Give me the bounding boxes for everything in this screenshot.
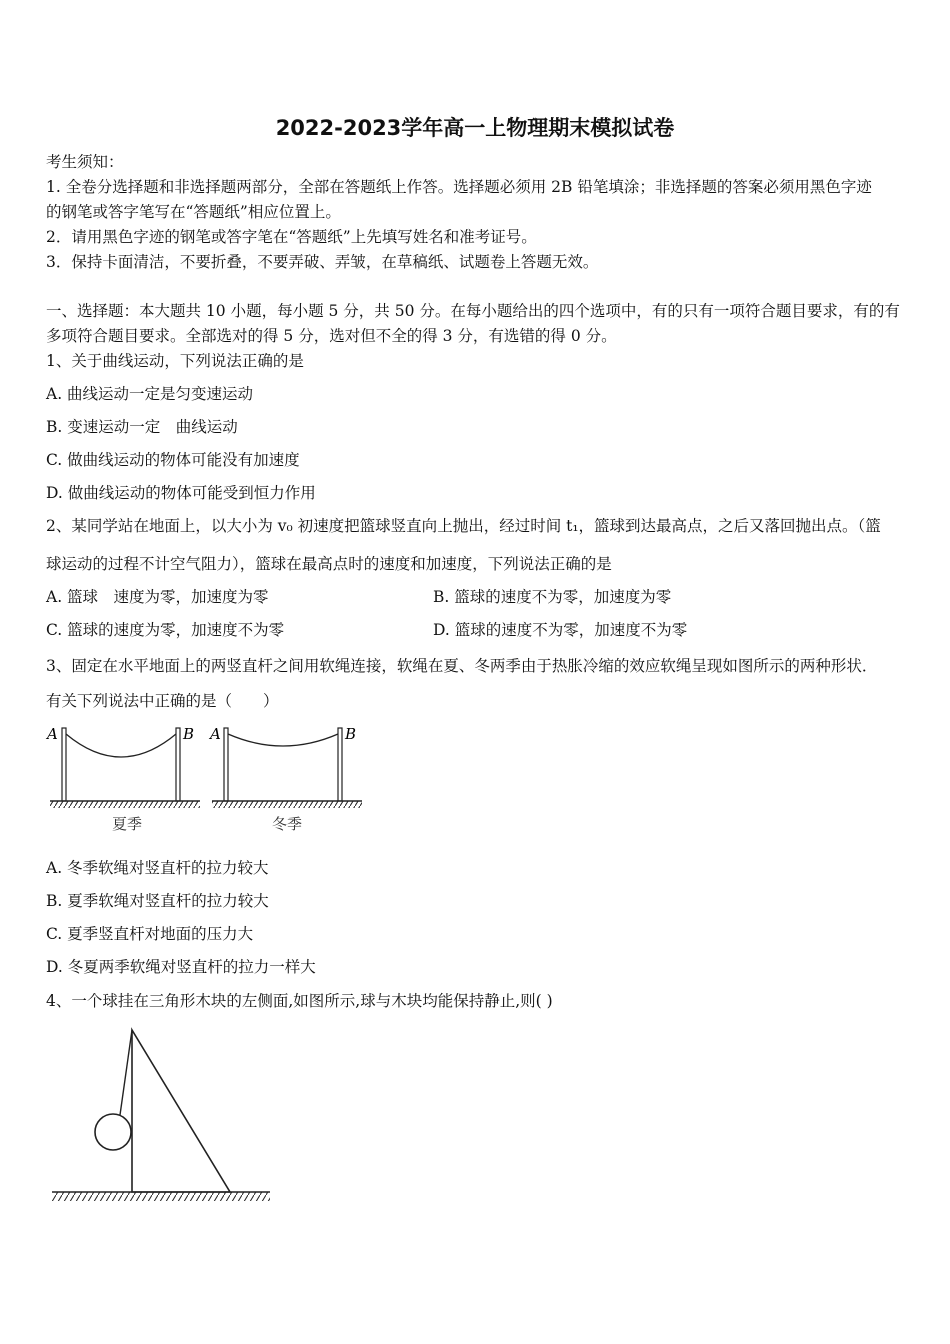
q3-stem: 有关下列说法中正确的是（ ） [46, 692, 279, 710]
label-b: B [183, 725, 195, 743]
pole-a [62, 728, 66, 801]
q1-option-c: C. 做曲线运动的物体可能没有加速度 [46, 451, 300, 469]
q3-stem: 3、固定在水平地面上的两竖直杆之间用软绳连接，软绳在夏、冬两季由于热胀冷缩的效应软绳呈现如图所示的两种形状． [46, 657, 878, 675]
label-a: A [210, 725, 221, 743]
caption-summer: 夏季 [112, 815, 143, 833]
q2-option-b: B. 篮球的速度不为零，加速度为零 [433, 588, 672, 606]
section-instructions: 一、选择题：本大题共 10 小题，每小题 5 分，共 50 分。在每小题给出的四个选项中，有的只有一项符合题目要求，有的有 [46, 302, 900, 320]
q3-option-c: C. 夏季竖直杆对地面的压力大 [46, 925, 254, 943]
notice-item: 1. 全卷分选择题和非选择题两部分，全部在答题纸上作答。选择题必须用 2B 铅笔填涂；非选择题的答案必须用黑色字迹 [46, 178, 872, 196]
q2-stem: 球运动的过程不计空气阻力），篮球在最高点时的速度和加速度，下列说法正确的是 [46, 555, 612, 573]
q3-option-b: B. 夏季软绳对竖直杆的拉力较大 [46, 892, 269, 910]
q4-figure [50, 1025, 275, 1205]
q1-option-b: B. 变速运动一定 曲线运动 [46, 418, 238, 436]
notice-item: 2．请用黑色字迹的钢笔或答字笔在“答题纸”上先填写姓名和准考证号。 [46, 228, 537, 246]
rope-winter [228, 734, 338, 746]
q1-stem: 1、关于曲线运动，下列说法正确的是 [46, 352, 304, 370]
ground-hatch [52, 1192, 270, 1201]
ground-hatch [50, 801, 200, 808]
rope-summer [66, 734, 176, 757]
winter-diagram [208, 725, 362, 833]
caption-winter: 冬季 [272, 815, 303, 833]
label-b: B [345, 725, 357, 743]
q3-figure [40, 718, 370, 840]
q2-option-a: A. 篮球 速度为零，加速度为零 [46, 588, 269, 606]
triangle-block [132, 1030, 230, 1192]
q2-stem: 2、某同学站在地面上，以大小为 v₀ 初速度把篮球竖直向上抛出，经过时间 t₁，篮球到达最高点，之后又落回抛出点。（篮 [46, 517, 881, 535]
q2-option-d: D. 篮球的速度不为零，加速度不为零 [433, 621, 688, 639]
page-title: 2022-2023学年高一上物理期末模拟试卷 [275, 116, 675, 140]
q2-option-c: C. 篮球的速度为零，加速度不为零 [46, 621, 285, 639]
notice-heading: 考生须知： [46, 153, 124, 171]
q3-option-a: A. 冬季软绳对竖直杆的拉力较大 [46, 859, 269, 877]
summer-diagram [45, 725, 200, 833]
ball [95, 1114, 131, 1150]
section-instructions: 多项符合题目要求。全部选对的得 5 分，选对但不全的得 3 分，有选错的得 0 分。 [46, 327, 617, 345]
q1-option-d: D. 做曲线运动的物体可能受到恒力作用 [46, 484, 316, 502]
pole-b [176, 728, 180, 801]
pole-b [338, 728, 342, 801]
notice-item: 的钢笔或答字笔写在“答题纸”相应位置上。 [46, 203, 341, 221]
q1-option-a: A. 曲线运动一定是匀变速运动 [46, 385, 254, 403]
pole-a [224, 728, 228, 801]
q4-stem: 4、一个球挂在三角形木块的左侧面,如图所示,球与木块均能保持静止,则( ) [46, 992, 553, 1010]
ground-hatch [212, 801, 362, 808]
string [120, 1030, 132, 1115]
notice-item: 3．保持卡面清洁，不要折叠，不要弄破、弄皱，在草稿纸、试题卷上答题无效。 [46, 253, 599, 271]
label-a: A [47, 725, 58, 743]
q3-option-d: D. 冬夏两季软绳对竖直杆的拉力一样大 [46, 958, 316, 976]
